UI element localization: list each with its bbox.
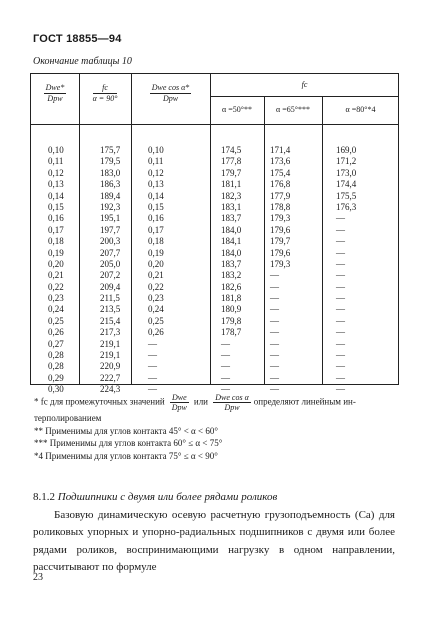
table-cell: 169,0: [336, 145, 357, 155]
table-cell: 220,9: [100, 361, 121, 372]
table-cell: 0,18: [48, 236, 64, 247]
table-cell: 0,25: [48, 315, 64, 326]
header-rule: [31, 124, 398, 125]
table-cell: —: [270, 327, 279, 338]
table-cell: 173,6: [270, 156, 291, 167]
column-alpha-80: [336, 145, 356, 396]
table-cell: 0,17: [148, 224, 164, 235]
table-cell: 0,23: [48, 293, 64, 304]
footnote-1-cont: терполированием: [34, 413, 102, 423]
table-cell: 174,5: [221, 145, 242, 155]
table-cell: —: [336, 327, 345, 338]
table-cell: 213,5: [100, 304, 121, 315]
column-divider: [322, 96, 323, 384]
table-cell: —: [270, 315, 279, 326]
table-cell: —: [270, 304, 279, 315]
table-cell: 177,8: [221, 156, 242, 167]
table-cell: 0,29: [48, 372, 64, 383]
table-cell: —: [336, 384, 345, 395]
table-cell: 176,8: [270, 179, 291, 190]
fraction-num: Dwe cos α: [215, 393, 249, 402]
table-cell: 179,3: [270, 258, 291, 269]
table-cell: —: [221, 350, 230, 361]
table-cell: 0,28: [48, 350, 64, 361]
table-cell: —: [221, 338, 230, 349]
header-num: Dwe cos α*: [151, 83, 190, 92]
header-alpha-80: α =80°*4: [345, 105, 376, 114]
table-caption: Окончание таблицы 10: [33, 56, 132, 67]
table-cell: —: [270, 361, 279, 372]
header-fc-group: fc: [301, 80, 308, 89]
table-cell: 200,3: [100, 236, 121, 247]
table-cell: —: [270, 372, 279, 383]
table-cell: —: [336, 350, 345, 361]
fraction-den: Dpw: [224, 403, 240, 412]
table-cell: 179,3: [270, 213, 291, 224]
table-cell: 0,13: [48, 179, 64, 190]
table-cell: 178,7: [221, 327, 242, 338]
header-alpha-50: α =50°**: [222, 105, 252, 114]
table-cell: —: [148, 361, 157, 372]
table-cell: 175,5: [336, 190, 357, 201]
table-cell: —: [336, 315, 345, 326]
fraction-den: Dpw: [171, 403, 187, 412]
table-cell: 217,3: [100, 327, 121, 338]
table-cell: 0,25: [148, 315, 164, 326]
footnote-text: определяют линейным ин-: [253, 396, 356, 407]
table-cell: —: [336, 361, 345, 372]
column-alpha-65: [270, 145, 290, 396]
table-cell: 184,0: [221, 247, 242, 258]
table-cell: 179,7: [221, 167, 242, 178]
table-cell: 173,0: [336, 167, 357, 178]
table-cell: 0,12: [148, 167, 164, 178]
header-den: α = 90°: [92, 94, 118, 103]
table-cell: 176,3: [336, 201, 357, 212]
table-cell: 186,3: [100, 179, 121, 190]
footnote-2: ** Применимы для углов контакта 45° < α < 60°: [34, 425, 218, 436]
table-cell: 0,16: [48, 213, 64, 224]
table-cell: —: [336, 338, 345, 349]
header-dwe-cos: [131, 83, 210, 104]
table-cell: 0,11: [148, 156, 164, 167]
table-cell: 0,24: [148, 304, 164, 315]
table-cell: —: [221, 384, 230, 395]
page-number: 23: [33, 572, 43, 583]
table-cell: —: [270, 384, 279, 395]
table-cell: 183,1: [221, 201, 242, 212]
table-cell: 179,6: [270, 247, 291, 258]
column-fc-90: [100, 145, 120, 396]
section-heading: [33, 489, 395, 507]
table-cell: 207,2: [100, 270, 121, 281]
header-subrule: [210, 96, 399, 97]
table-cell: 195,1: [100, 213, 121, 224]
table-cell: 205,0: [100, 258, 121, 269]
table-cell: 183,0: [100, 167, 121, 178]
table-cell: 219,1: [100, 338, 121, 349]
table-cell: 189,4: [100, 190, 121, 201]
table-cell: 175,4: [270, 167, 291, 178]
header-alpha-65: α =65°***: [276, 105, 310, 114]
table-cell: 182,6: [221, 281, 242, 292]
table-cell: —: [336, 372, 345, 383]
table-cell: 183,7: [221, 213, 242, 224]
table-cell: 0,20: [148, 258, 164, 269]
table-cell: —: [221, 372, 230, 383]
table-cell: 183,7: [221, 258, 242, 269]
table-cell: 179,7: [270, 236, 291, 247]
table-cell: 184,0: [221, 224, 242, 235]
table-cell: —: [221, 361, 230, 372]
table-cell: 0,19: [48, 247, 64, 258]
header-num: Dwe*: [45, 83, 65, 92]
table-cell: 179,5: [100, 156, 121, 167]
table-cell: 224,3: [100, 384, 121, 395]
table-cell: 179,6: [270, 224, 291, 235]
footnote-4: *4 Применимы для углов контакта 75° ≤ α < 90°: [34, 450, 218, 461]
header-fc-90: [79, 83, 131, 104]
table-cell: —: [336, 213, 345, 224]
table-cell: 0,15: [148, 201, 164, 212]
table-cell: 0,13: [148, 179, 164, 190]
table-cell: —: [336, 258, 345, 269]
table-cell: —: [336, 247, 345, 258]
table-cell: 0,24: [48, 304, 64, 315]
header-num: fc: [93, 83, 118, 94]
column-alpha-50: [221, 145, 241, 396]
table-cell: 181,1: [221, 179, 242, 190]
column-divider: [210, 74, 211, 384]
table-cell: 211,5: [100, 293, 120, 304]
table-cell: 0,15: [48, 201, 64, 212]
table-cell: 175,7: [100, 145, 121, 155]
table-cell: 0,30: [48, 384, 64, 395]
table-cell: 180,9: [221, 304, 242, 315]
table-cell: 197,7: [100, 224, 121, 235]
footnotes: [34, 393, 399, 462]
section-number: 8.1.2: [33, 491, 55, 503]
table-cell: 0,26: [48, 327, 64, 338]
section-8-1-2: [33, 489, 395, 577]
table-cell: 0,11: [48, 156, 64, 167]
column-divider: [131, 74, 132, 384]
table-cell: —: [270, 338, 279, 349]
section-body: Базовую динамическую осевую расчетную грузоподъемность (Ca) для роликовых упорных и упорно-радиальных подшипников с двумя или более рядами роликов, воспринимающими нагрузку в одном направлении, рассчитывают по формуле: [33, 508, 395, 574]
table-cell: —: [336, 270, 345, 281]
table-cell: 0,20: [48, 258, 64, 269]
table-cell: 192,3: [100, 201, 121, 212]
table-cell: 182,3: [221, 190, 242, 201]
table-cell: 207,7: [100, 247, 121, 258]
footnote-3: *** Применимы для углов контакта 60° ≤ α < 75°: [34, 438, 223, 448]
table-cell: —: [270, 270, 279, 281]
table-cell: 0,26: [148, 327, 164, 338]
table-cell: 0,22: [148, 281, 164, 292]
table-cell: 0,18: [148, 236, 164, 247]
table-cell: 0,14: [148, 190, 164, 201]
table-cell: —: [336, 236, 345, 247]
column-dwe-dpw: [48, 145, 64, 396]
footnote-text: * fc для промежуточных значений: [34, 396, 165, 407]
column-dwe-cos: [148, 145, 164, 396]
table-cell: 215,4: [100, 315, 121, 326]
table-cell: 0,21: [148, 270, 164, 281]
table-cell: 0,21: [48, 270, 64, 281]
table-cell: 174,4: [336, 179, 357, 190]
table-cell: 181,8: [221, 293, 242, 304]
table-cell: —: [336, 304, 345, 315]
document-code: ГОСТ 18855—94: [33, 33, 122, 45]
table-cell: —: [148, 350, 157, 361]
table-cell: 178,8: [270, 201, 291, 212]
table-cell: —: [270, 293, 279, 304]
table-cell: 0,10: [48, 145, 64, 155]
fraction-num: Dwe: [171, 393, 187, 402]
table-cell: —: [148, 372, 157, 383]
header-dwe-dpw: [31, 83, 79, 104]
table-cell: 0,10: [148, 145, 164, 155]
table-cell: 209,4: [100, 281, 121, 292]
table-cell: 177,9: [270, 190, 291, 201]
footnote-1: [34, 393, 399, 412]
column-divider: [264, 96, 265, 384]
table-cell: 0,12: [48, 167, 64, 178]
table-cell: 0,17: [48, 224, 64, 235]
table-cell: —: [336, 281, 345, 292]
table-cell: —: [336, 224, 345, 235]
section-title: Подшипники с двумя или более рядами роликов: [57, 491, 278, 503]
table-cell: 183,2: [221, 270, 242, 281]
table-cell: 184,1: [221, 236, 242, 247]
table-cell: 0,28: [48, 361, 64, 372]
table-cell: 219,1: [100, 350, 121, 361]
table-cell: 222,7: [100, 372, 121, 383]
table-cell: 171,2: [336, 156, 357, 167]
table-cell: —: [270, 281, 279, 292]
table-cell: —: [148, 338, 157, 349]
header-den: Dpw: [162, 94, 179, 103]
table-cell: 0,23: [148, 293, 164, 304]
column-divider: [79, 74, 80, 384]
table-cell: —: [270, 350, 279, 361]
table-cell: 179,8: [221, 315, 242, 326]
table-cell: 171,4: [270, 145, 291, 155]
table-cell: 0,22: [48, 281, 64, 292]
table-cell: 0,16: [148, 213, 164, 224]
footnote-text: или: [193, 396, 208, 407]
table-cell: 0,27: [48, 338, 64, 349]
table-cell: 0,14: [48, 190, 64, 201]
table-cell: —: [148, 384, 157, 395]
table-cell: 0,19: [148, 247, 164, 258]
header-den: Dpw: [47, 94, 63, 103]
table-cell: —: [336, 293, 345, 304]
